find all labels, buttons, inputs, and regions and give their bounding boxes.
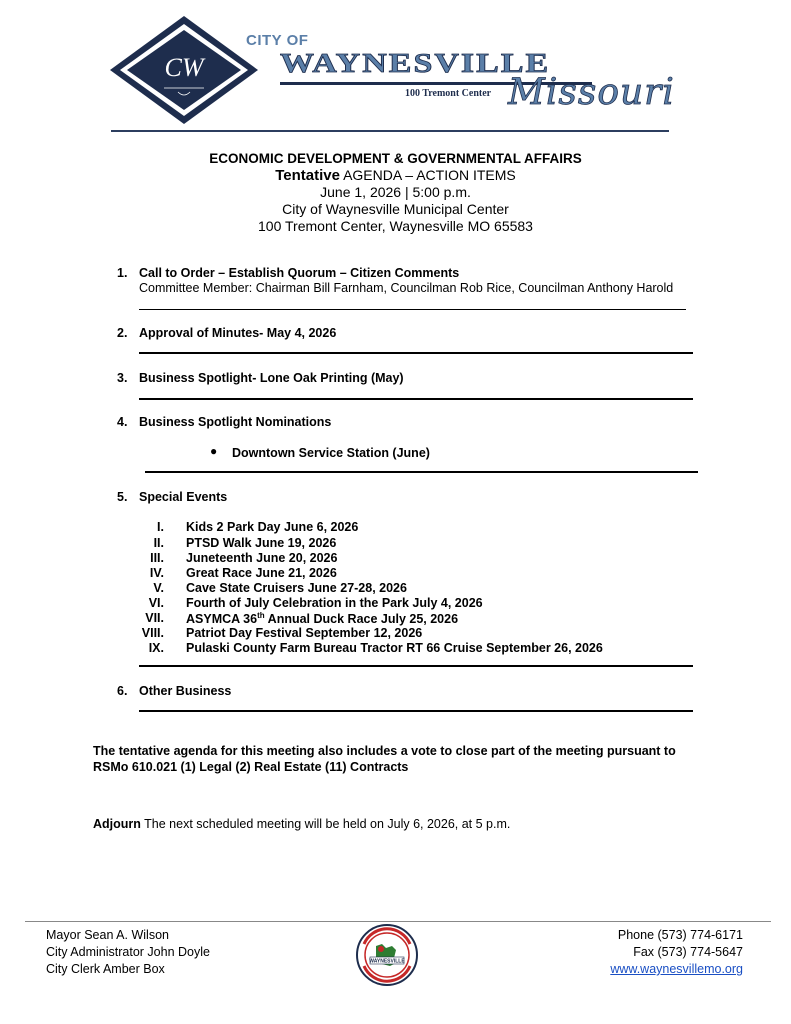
event-numeral: VIII. [141, 626, 164, 640]
agenda-item-title: Call to Order – Establish Quorum – Citizen Comments [139, 266, 460, 280]
event-entry [186, 611, 458, 626]
agenda-item-number: 6. [117, 684, 128, 698]
event-numeral: I. [157, 520, 164, 534]
event-entry: PTSD Walk June 19, 2026 [186, 536, 337, 550]
logo-address: 100 Tremont Center [405, 88, 492, 99]
logo-city-name: WAYNESVILLE [280, 48, 551, 79]
closed-session-notice: The tentative agenda for this meeting also includes a vote to close part of the meeting pursuant to [93, 744, 676, 758]
city-logo-emblem [108, 14, 260, 126]
event-entry: Great Race June 21, 2026 [186, 566, 337, 580]
event-entry: Pulaski County Farm Bureau Tractor RT 66 Cruise September 26, 2026 [186, 641, 603, 655]
event-entry: Juneteenth June 20, 2026 [186, 551, 338, 565]
logo-state-script: Missouri [508, 72, 675, 113]
meeting-address: 100 Tremont Center, Waynesville MO 65583 [258, 218, 533, 234]
agenda-item-number: 4. [117, 415, 128, 429]
footer-administrator: City Administrator John Doyle [46, 945, 210, 959]
footer-fax: Fax (573) 774-5647 [633, 945, 743, 959]
divider-line [139, 710, 693, 712]
adjourn-label: Adjourn [93, 817, 141, 831]
bullet-icon: ● [210, 444, 218, 458]
event-entry: Cave State Cruisers June 27-28, 2026 [186, 581, 407, 595]
event-numeral: V. [153, 581, 164, 595]
event-entry: Patriot Day Festival September 12, 2026 [186, 626, 423, 640]
agenda-item-title: Business Spotlight Nominations [139, 415, 332, 429]
event-text: ASYMCA 36 [186, 612, 258, 627]
event-numeral: III. [150, 551, 164, 565]
tentative-label: Tentative [275, 167, 340, 184]
event-numeral: IV. [149, 566, 164, 580]
divider-line [139, 352, 693, 354]
footer-phone: Phone (573) 774-6171 [617, 928, 743, 942]
divider-line [139, 665, 693, 667]
event-numeral: II. [153, 536, 164, 550]
divider-line [139, 398, 693, 400]
agenda-type: AGENDA – ACTION ITEMS [339, 167, 516, 183]
divider-line [139, 309, 686, 310]
city-seal-icon [356, 924, 418, 986]
event-numeral: VII. [145, 611, 164, 625]
meeting-datetime: June 1, 2026 | 5:00 p.m. [320, 184, 471, 200]
agenda-subtitle [0, 167, 791, 184]
header-divider [111, 130, 669, 132]
ordinal-suffix: th [257, 611, 265, 620]
footer-clerk: City Clerk Amber Box [46, 962, 165, 976]
agenda-item-number: 1. [117, 266, 128, 280]
committee-members: Committee Member: Chairman Bill Farnham, Councilman Rob Rice, Councilman Anthony Harold [139, 281, 674, 295]
adjourn-note [93, 817, 510, 831]
footer-mayor: Mayor Sean A. Wilson [46, 928, 169, 942]
event-text: Annual Duck Race July 25, 2026 [264, 612, 459, 627]
agenda-item-title: Other Business [139, 684, 232, 698]
agenda-item-title: Special Events [139, 490, 228, 504]
agenda-item-title: Approval of Minutes- May 4, 2026 [139, 326, 337, 340]
agenda-item-number: 5. [117, 490, 128, 504]
meeting-venue: City of Waynesville Municipal Center [282, 201, 509, 217]
adjourn-text: The next scheduled meeting will be held on July 6, 2026, at 5 p.m. [140, 817, 511, 831]
committee-title: ECONOMIC DEVELOPMENT & GOVERNMENTAL AFFAIRS [209, 151, 582, 166]
closed-session-statute: RSMo 610.021 (1) Legal (2) Real Estate (11) Contracts [93, 760, 409, 774]
logo-monogram: CW [164, 53, 204, 82]
logo-city-of: CITY OF [246, 32, 309, 49]
agenda-item-title: Business Spotlight- Lone Oak Printing (May) [139, 371, 404, 385]
event-entry: Kids 2 Park Day June 6, 2026 [186, 520, 359, 534]
nomination-entry: Downtown Service Station (June) [232, 446, 430, 460]
divider-line [145, 471, 698, 473]
event-entry: Fourth of July Celebration in the Park July 4, 2026 [186, 596, 483, 610]
event-numeral: VI. [148, 596, 164, 610]
agenda-item-number: 3. [117, 371, 128, 385]
footer-divider [25, 921, 771, 922]
event-numeral: IX. [148, 641, 164, 655]
seal-text: WAYNESVILLE [369, 958, 405, 965]
footer-website-link[interactable]: www.waynesvillemo.org [610, 962, 743, 976]
agenda-item-number: 2. [117, 326, 128, 340]
